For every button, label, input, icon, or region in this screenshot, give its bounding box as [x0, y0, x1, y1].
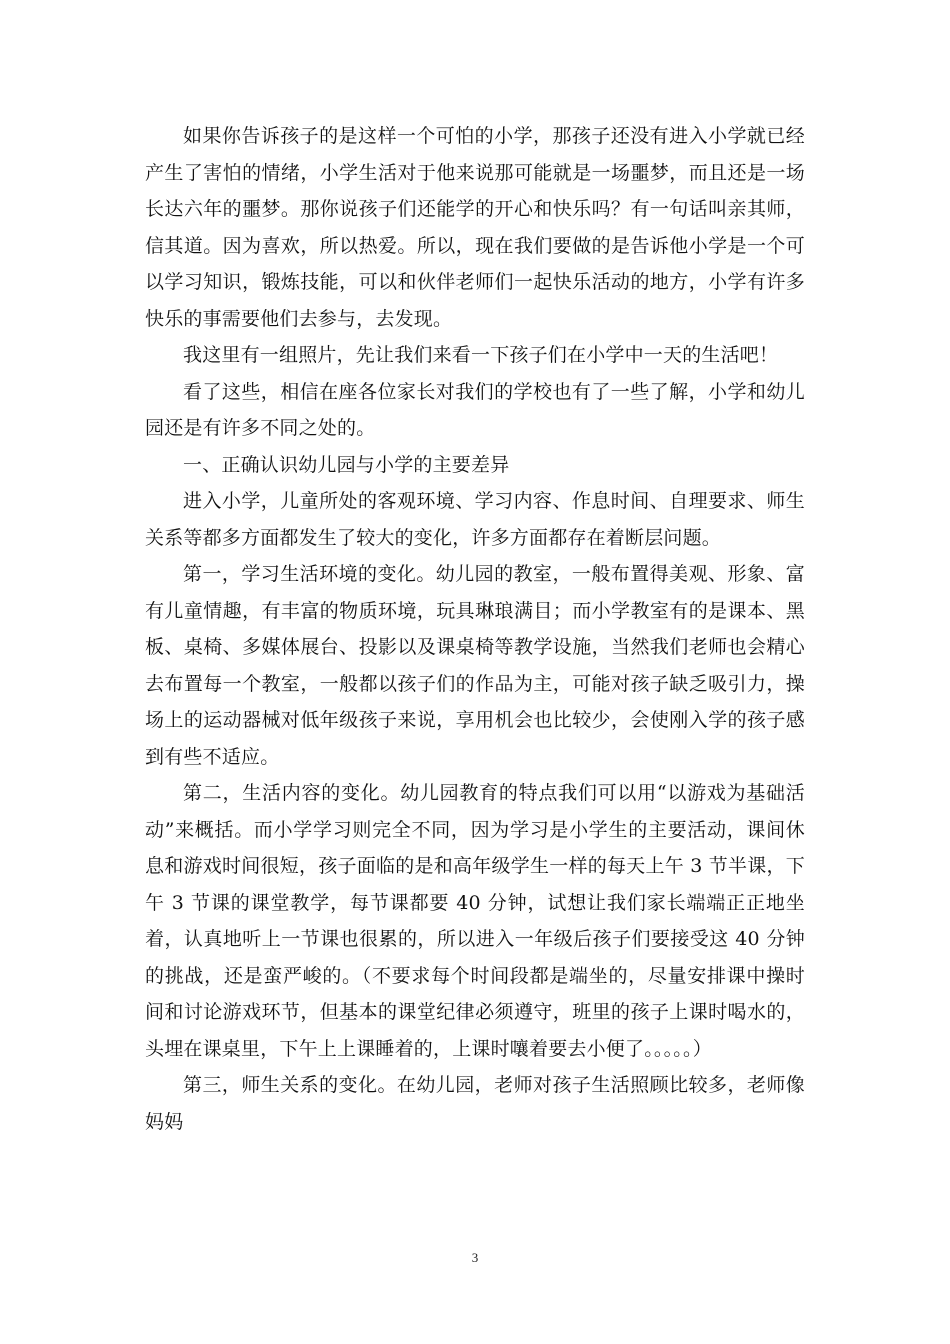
paragraph-photos: 我这里有一组照片，先让我们来看一下孩子们在小学中一天的生活吧！ — [183, 344, 779, 366]
page-number: 3 — [471, 1250, 479, 1265]
paragraph-content-change: 第二，生活内容的变化。幼儿园教育的特点我们可以用“以游戏为基础活动”来概括。而小学学习则完全不同，因为学习是小学生的主要活动，课间休息和游戏时间很短，孩子面临的是和高年级学生一样的每天上午 3 节半课，下午 3 节课的课堂教学，每节课都要 40 分钟，试想让我们家长端端正正地坐着，认真地听上一节课也很累的，所以进入一年级后孩子们要接受这 40 分钟的挑战，还是蛮严峻的。（不要求每个时间段都是端坐的，尽量安排课中操时间和讨论游戏环节，但基本的课堂纪律必须遵守，班里的孩子上课时喝水的，头埋在课桌里，下午上上课睡着的，上课时嚷着要去小便了。。。。。） — [145, 782, 805, 1060]
section-heading-differences: 一、正确认识幼儿园与小学的主要差异 — [183, 453, 510, 476]
document-body — [145, 118, 805, 1140]
paragraph-teacher-relationship: 第三，师生关系的变化。在幼儿园，老师对孩子生活照顾比较多，老师像妈妈 — [145, 1074, 805, 1133]
paragraph-entering-school: 进入小学，儿童所处的客观环境、学习内容、作息时间、自理要求、师生关系等都多方面都发生了较大的变化，许多方面都存在着断层问题。 — [145, 490, 805, 549]
paragraph-differences: 看了这些，相信在座各位家长对我们的学校也有了一些了解，小学和幼儿园还是有许多不同之处的。 — [145, 380, 805, 439]
paragraph-intro-fear: 如果你告诉孩子的是这样一个可怕的小学，那孩子还没有进入小学就已经产生了害怕的情绪，小学生活对于他来说那可能就是一场噩梦，而且还是一场长达六年的噩梦。那你说孩子们还能学的开心和快乐吗？有一句话叫亲其师，信其道。因为喜欢，所以热爱。所以，现在我们要做的是告诉他小学是一个可以学习知识，锻炼技能，可以和伙伴老师们一起快乐活动的地方，小学有许多快乐的事需要他们去参与，去发现。 — [145, 125, 805, 330]
paragraph-environment-change: 第一，学习生活环境的变化。幼儿园的教室，一般布置得美观、形象、富有儿童情趣，有丰富的物质环境，玩具琳琅满目；而小学教室有的是课本、黑板、桌椅、多媒体展台、投影以及课桌椅等教学设施，当然我们老师也会精心去布置每一个教室，一般都以孩子们的作品为主，可能对孩子缺乏吸引力，操场上的运动器械对低年级孩子来说，享用机会也比较少，会使刚入学的孩子感到有些不适应。 — [145, 563, 805, 768]
